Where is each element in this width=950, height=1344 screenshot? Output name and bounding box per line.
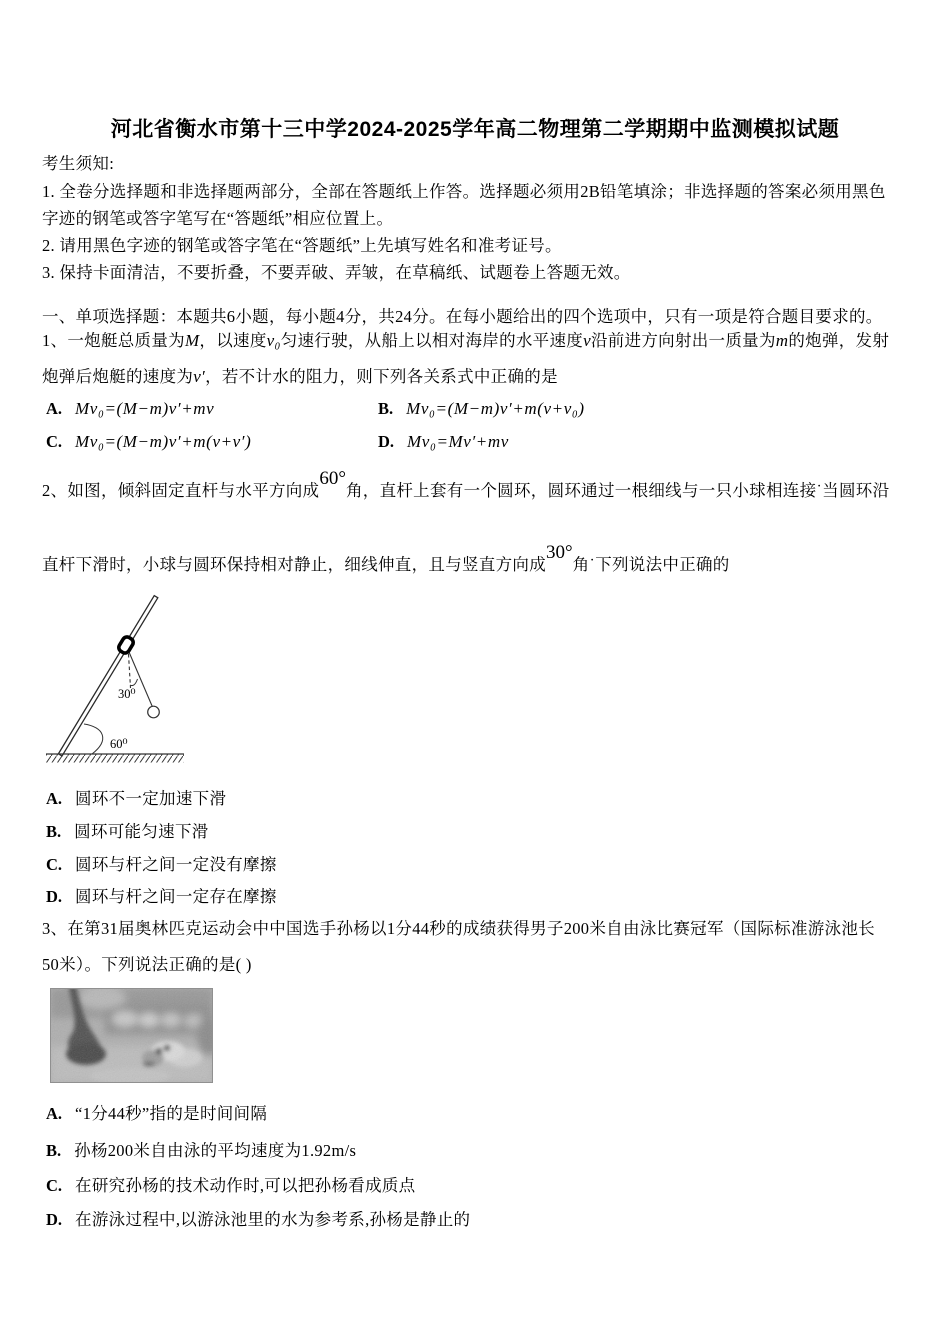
- q1-text: ，以速度: [199, 331, 267, 350]
- question-2-line-2: [42, 542, 730, 576]
- q3-option-c-text: 在研究孙杨的技术动作时,可以把孙杨看成质点: [75, 1176, 416, 1195]
- notice-heading: 考生须知:: [42, 154, 115, 173]
- question-3-line-1: 3、在第31届奥林匹克运动会中中国选手孙杨以1分44秒的成绩获得男子200米自由泳比赛冠军（国际标准游泳池长: [42, 919, 875, 938]
- q1-option-d: [378, 432, 509, 452]
- q1-text: 沿前进方向射出一质量为: [590, 331, 776, 350]
- q3-option-d: [46, 1206, 470, 1230]
- q1-option-c-label: C.: [46, 432, 63, 451]
- q1-option-c-formula: Mv₀=(M−m)v′+m(v+v′): [75, 432, 252, 451]
- q2-figure: [40, 588, 190, 770]
- q2-text: 2、如图，倾斜固定直杆与水平方向成: [42, 481, 320, 500]
- q2-angle-30: 30°: [546, 542, 573, 563]
- notice-line-2: 字迹的钢笔或答字笔写在“答题纸”相应位置上。: [42, 209, 394, 228]
- notice-line-1: 1. 全卷分选择题和非选择题两部分，全部在答题纸上作答。选择题必须用2B铅笔填涂；非选择题的答案必须用黑色: [42, 182, 886, 201]
- q2-option-d-text: 圆环与杆之间一定存在摩擦: [75, 887, 277, 906]
- q2-text: 直杆下滑时，小球与圆环保持相对静止，细线伸直，且与竖直方向成: [42, 555, 546, 574]
- ball: [148, 706, 160, 718]
- q2-option-b-text: 圆环可能匀速下滑: [74, 822, 209, 841]
- q2-option-c-label: C.: [46, 855, 63, 874]
- q2-option-a-text: 圆环不一定加速下滑: [75, 789, 227, 808]
- q1-option-a: [46, 399, 214, 419]
- q3-option-b: [46, 1137, 356, 1161]
- q3-option-d-label: D.: [46, 1210, 63, 1229]
- q2-text: 角˙下列说法中正确的: [572, 555, 730, 574]
- q3-option-a: [46, 1100, 267, 1124]
- q2-option-c: [46, 851, 277, 875]
- q1-option-d-label: D.: [378, 432, 395, 451]
- q3-option-c: [46, 1172, 415, 1196]
- q1-option-b-formula: Mv₀=(M−m)v′+m(v+v₀): [406, 399, 585, 418]
- question-1-line-2: [42, 363, 558, 387]
- question-3-line-2: 50米）。下列说法正确的是( ): [42, 955, 252, 974]
- figure-angle-60-label: 60⁰: [110, 737, 128, 751]
- swimmer-photo: [50, 988, 213, 1083]
- q1-var-v: v: [583, 331, 591, 350]
- q2-option-a: [46, 785, 226, 809]
- q2-option-d: [46, 883, 277, 907]
- q1-text: ，若不计水的阻力，则下列各关系式中正确的是: [205, 367, 558, 386]
- q1-option-b-label: B.: [378, 399, 394, 418]
- question-2-line-1: [42, 468, 890, 502]
- inclined-rod: [58, 596, 157, 756]
- q3-option-b-label: B.: [46, 1141, 62, 1160]
- vertical-dashed-line: [129, 654, 131, 688]
- notice-line-3: 2. 请用黑色字迹的钢笔或答字笔在“答题纸”上先填写姓名和准考证号。: [42, 236, 562, 255]
- question-1-line-1: [42, 327, 889, 351]
- q2-text: 角，直杆上套有一个圆环，圆环通过一根细线与一只小球相连接˙当圆环沿: [345, 481, 890, 500]
- q1-var-v0: v₀: [266, 331, 281, 350]
- q1-text: 匀速行驶，从船上以相对海岸的水平速度: [280, 331, 584, 350]
- q3-option-d-text: 在游泳过程中,以游泳池里的水为参考系,孙杨是静止的: [75, 1210, 471, 1229]
- notice-line-4: 3. 保持卡面清洁，不要折叠，不要弄破、弄皱，在草稿纸、试题卷上答题无效。: [42, 263, 631, 282]
- q1-option-a-label: A.: [46, 399, 63, 418]
- q3-option-c-label: C.: [46, 1176, 63, 1195]
- q1-option-b: [378, 399, 585, 419]
- q1-text: 1、一炮艇总质量为: [42, 331, 185, 350]
- q2-option-a-label: A.: [46, 789, 63, 808]
- page-title: 河北省衡水市第十三中学2024-2025学年高二物理第二学期期中监测模拟试题: [110, 118, 840, 141]
- q3-option-b-text: 孙杨200米自由泳的平均速度为1.92m/s: [74, 1141, 357, 1160]
- ground-hatching: [46, 755, 184, 763]
- q2-option-d-label: D.: [46, 887, 63, 906]
- q2-option-b-label: B.: [46, 822, 62, 841]
- photo-grain: [50, 988, 213, 1083]
- q1-option-a-formula: Mv₀=(M−m)v′+mv: [75, 399, 215, 418]
- q2-option-c-text: 圆环与杆之间一定没有摩擦: [75, 855, 277, 874]
- q1-option-d-formula: Mv₀=Mv′+mv: [407, 432, 509, 451]
- ring: [117, 635, 135, 654]
- q1-text: 炮弹后炮艇的速度为: [42, 367, 194, 386]
- q1-var-M: M: [184, 331, 200, 350]
- rod-angle-arc: [84, 724, 103, 754]
- q1-var-m: m: [775, 331, 789, 350]
- figure-angle-30-label: 30⁰: [118, 687, 136, 701]
- q2-option-b: [46, 818, 209, 842]
- q1-text: 的炮弹，发射: [788, 331, 890, 350]
- q3-option-a-text: “1分44秒”指的是时间间隔: [75, 1104, 268, 1123]
- q3-option-a-label: A.: [46, 1104, 63, 1123]
- section-1-header: 一、单项选择题：本题共6小题，每小题4分，共24分。在每小题给出的四个选项中，只有一项是符合题目要求的。: [42, 307, 883, 326]
- q2-angle-60: 60°: [319, 468, 346, 489]
- q1-option-c: [46, 432, 251, 452]
- q1-var-vprime: v′: [193, 367, 206, 386]
- string-angle-arc: [130, 679, 138, 686]
